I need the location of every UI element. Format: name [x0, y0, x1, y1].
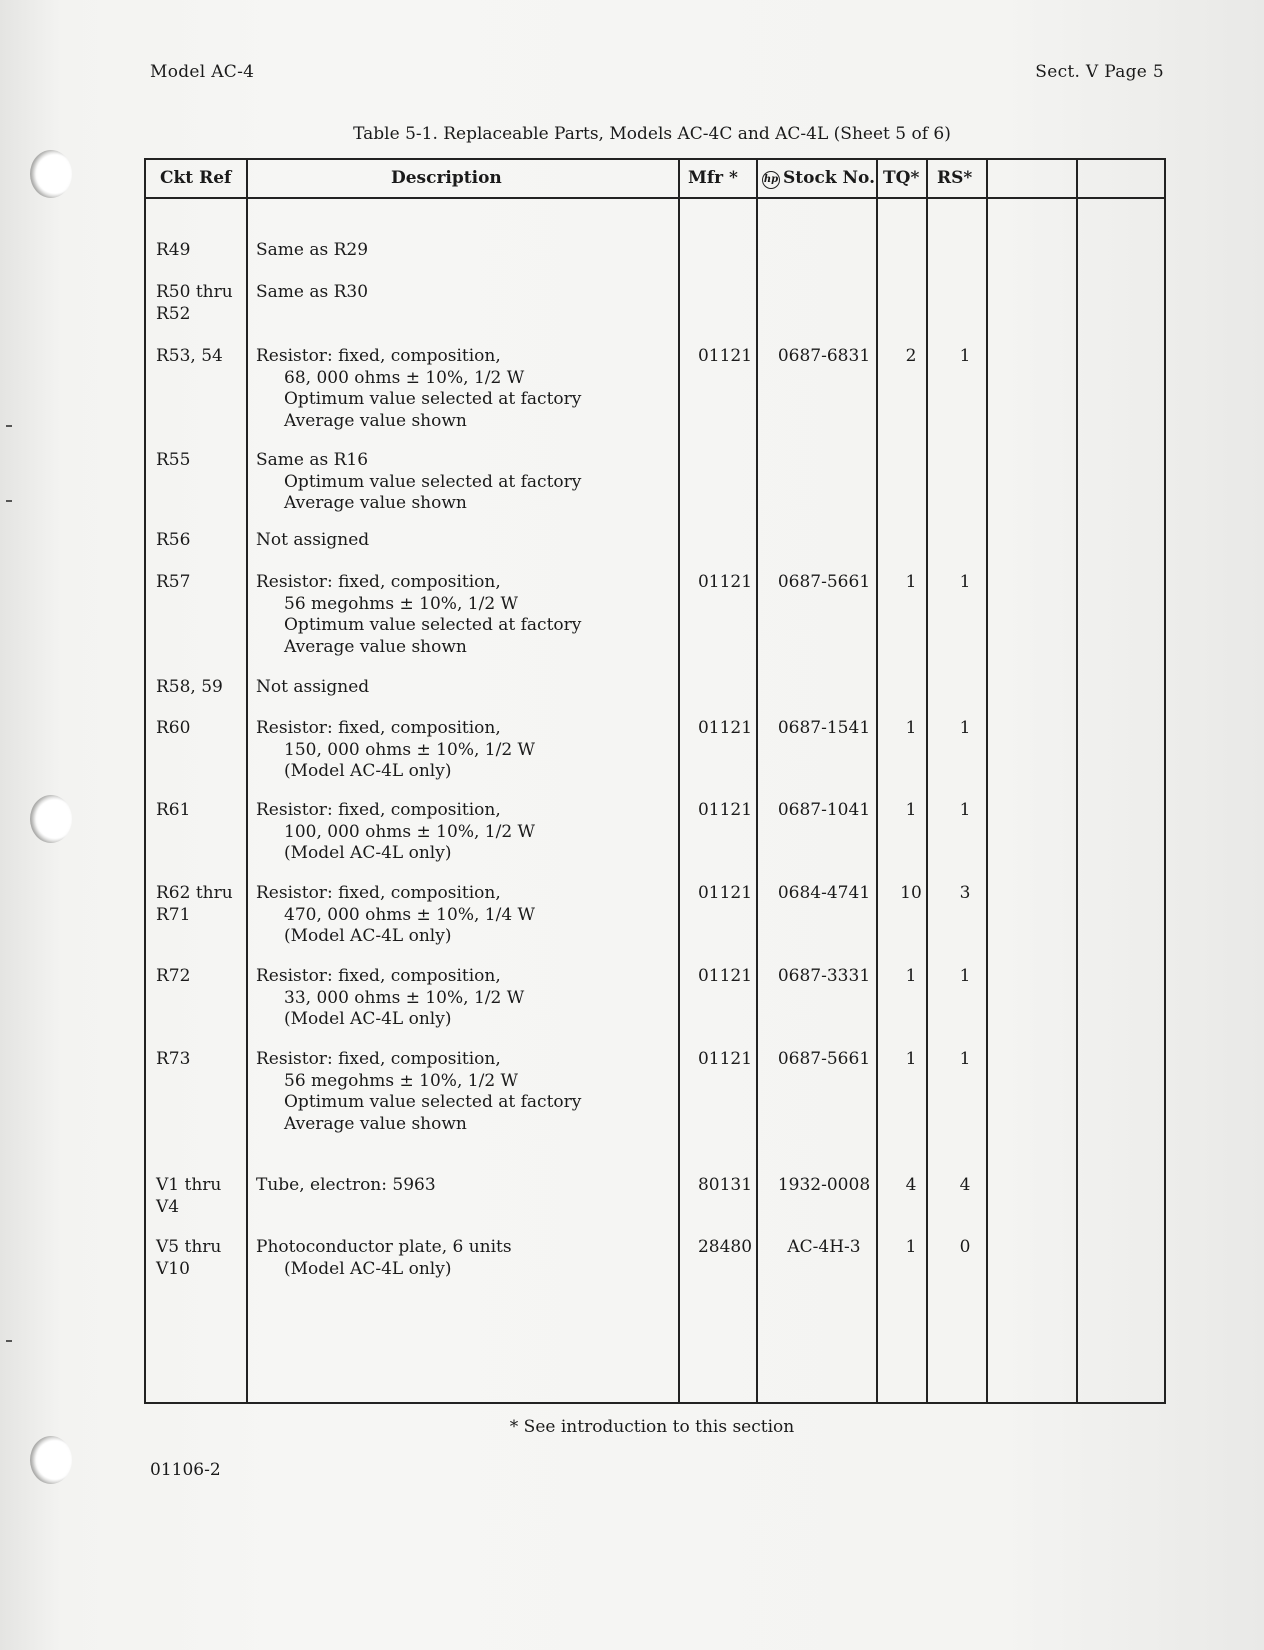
cell-stock-no: 0687-5661 [777, 572, 871, 592]
hp-logo-icon: hp [762, 171, 780, 189]
cell-rs: 0 [959, 1237, 971, 1257]
cell-ckt-ref: R56 [156, 530, 191, 550]
parts-table [144, 158, 1166, 1404]
cell-rs: 1 [959, 346, 971, 366]
table-caption: Table 5-1. Replaceable Parts, Models AC-4C and AC-4L (Sheet 5 of 6) [353, 124, 951, 144]
cell-rs: 1 [959, 1049, 971, 1069]
cell-tq: 1 [905, 966, 917, 986]
cell-stock-no: 0687-1041 [777, 800, 871, 820]
cell-description: Resistor: fixed, composition, 470, 000 ohms ± 10%, 1/4 W (Model AC-4L only) [256, 883, 536, 946]
cell-description: Resistor: fixed, composition, 100, 000 ohms ± 10%, 1/2 W (Model AC-4L only) [256, 800, 536, 863]
cell-ckt-ref: R60 [156, 718, 191, 738]
document-number: 01106-2 [150, 1460, 221, 1480]
col-header-stock-no: hp Stock No. [763, 168, 876, 188]
col-header-mfr: Mfr * [688, 168, 738, 188]
cell-description: Same as R29 [256, 240, 369, 260]
cell-ckt-ref: V5 thru V10 [156, 1237, 222, 1279]
cell-rs: 1 [959, 966, 971, 986]
col-header-rs: RS* [937, 168, 973, 188]
cell-mfr: 01121 [697, 718, 753, 738]
cell-ckt-ref: R49 [156, 240, 191, 260]
cell-tq: 2 [905, 346, 917, 366]
cell-ckt-ref: R57 [156, 572, 191, 592]
cell-ckt-ref: R62 thru R71 [156, 883, 233, 925]
footnote: * See introduction to this section [509, 1417, 795, 1437]
cell-ckt-ref: R61 [156, 800, 191, 820]
binder-hole [30, 150, 72, 198]
col-header-ckt-ref: Ckt Ref [160, 168, 232, 188]
cell-stock-no: 0684-4741 [777, 883, 871, 903]
cell-description: Resistor: fixed, composition, 68, 000 ohms ± 10%, 1/2 W Optimum value selected at factory Average value shown [256, 346, 582, 431]
header-model: Model AC-4 [150, 62, 255, 82]
cell-description: Photoconductor plate, 6 units (Model AC-4L only) [256, 1237, 512, 1279]
col-header-description: Description [391, 168, 502, 188]
cell-rs: 3 [959, 883, 971, 903]
binder-hole [30, 1436, 72, 1484]
cell-mfr: 28480 [697, 1237, 753, 1257]
col-header-tq: TQ* [883, 168, 920, 188]
cell-stock-no: 0687-3331 [777, 966, 871, 986]
cell-mfr: 01121 [697, 966, 753, 986]
cell-ckt-ref: R53, 54 [156, 346, 223, 366]
cell-mfr: 01121 [697, 883, 753, 903]
cell-stock-no: 0687-1541 [777, 718, 871, 738]
cell-description: Tube, electron: 5963 [256, 1175, 436, 1195]
cell-ckt-ref: R55 [156, 450, 191, 470]
cell-rs: 1 [959, 800, 971, 820]
cell-mfr: 80131 [697, 1175, 753, 1195]
cell-mfr: 01121 [697, 800, 753, 820]
cell-tq: 1 [905, 1049, 917, 1069]
margin-mark [6, 500, 12, 502]
cell-description: Resistor: fixed, composition, 56 megohms ± 10%, 1/2 W Optimum value selected at factory Average value shown [256, 1049, 582, 1134]
cell-rs: 1 [959, 718, 971, 738]
cell-description: Not assigned [256, 530, 370, 550]
cell-description: Resistor: fixed, composition, 150, 000 ohms ± 10%, 1/2 W (Model AC-4L only) [256, 718, 536, 781]
binder-hole [30, 795, 72, 843]
cell-stock-no: 0687-5661 [777, 1049, 871, 1069]
cell-ckt-ref: R73 [156, 1049, 191, 1069]
cell-stock-no: 1932-0008 [777, 1175, 871, 1195]
cell-tq: 1 [905, 1237, 917, 1257]
cell-tq: 1 [905, 800, 917, 820]
cell-ckt-ref: R50 thru R52 [156, 282, 233, 324]
cell-description: Same as R30 [256, 282, 369, 302]
cell-ckt-ref: V1 thru V4 [156, 1175, 222, 1217]
cell-tq: 4 [905, 1175, 917, 1195]
cell-mfr: 01121 [697, 1049, 753, 1069]
cell-mfr: 01121 [697, 346, 753, 366]
cell-tq: 1 [905, 572, 917, 592]
margin-mark [6, 1340, 12, 1342]
cell-stock-no: 0687-6831 [777, 346, 871, 366]
cell-rs: 1 [959, 572, 971, 592]
cell-tq: 1 [905, 718, 917, 738]
cell-ckt-ref: R58, 59 [156, 677, 223, 697]
cell-ckt-ref: R72 [156, 966, 191, 986]
cell-description: Same as R16 Optimum value selected at factory Average value shown [256, 450, 582, 513]
cell-description: Not assigned [256, 677, 370, 697]
cell-description: Resistor: fixed, composition, 56 megohms ± 10%, 1/2 W Optimum value selected at factory Average value shown [256, 572, 582, 657]
cell-mfr: 01121 [697, 572, 753, 592]
cell-description: Resistor: fixed, composition, 33, 000 ohms ± 10%, 1/2 W (Model AC-4L only) [256, 966, 525, 1029]
cell-stock-no: AC-4H-3 [787, 1237, 861, 1257]
header-section-page: Sect. V Page 5 [1035, 62, 1164, 82]
cell-rs: 4 [959, 1175, 971, 1195]
margin-mark [6, 425, 12, 427]
cell-tq: 10 [900, 883, 922, 903]
